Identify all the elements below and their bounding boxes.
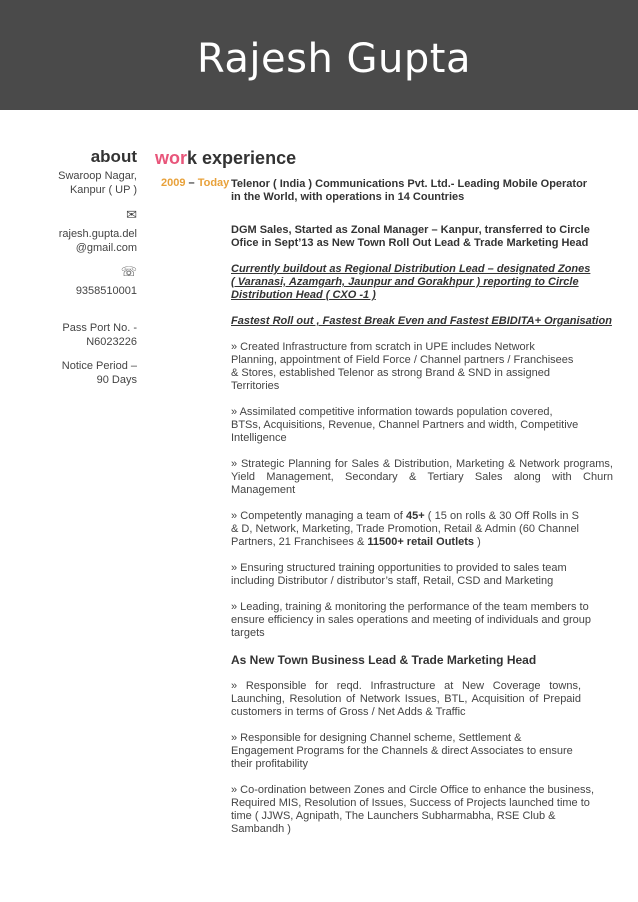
work-heading-accent: wor <box>155 148 188 168</box>
bullet-new-coverage: » Responsible for reqd. Infrastructure at New Coverage towns, Launching, Resolution of Network Issues, BTL, Acquisition of Prepaid customers in terms of Gross / Net Adds & Traffic <box>231 680 581 718</box>
company-line-1: Telenor ( India ) Communications Pvt. Ltd.- Leading Mobile Operator <box>231 178 588 190</box>
bullet-strategic-planning: » Strategic Planning for Sales & Distribution, Marketing & Network programs, Yield Management, Secondary & Tertiary Sales along with Churn Management <box>231 458 613 496</box>
email-line-1: rajesh.gupta.del <box>58 228 137 240</box>
company-line-2: in the World, with operations in 14 Countries <box>231 191 465 203</box>
retail-outlets: 11500+ retail Outlets <box>367 536 475 548</box>
role-line-2: Ofice in Sept’13 as New Town Roll Out Lead & Trade Marketing Head <box>231 237 589 249</box>
phone-number: 9358510001 <box>75 285 137 297</box>
address-line-2: Kanpur ( UP ) <box>69 184 137 196</box>
envelope-icon: ✉ <box>126 207 137 222</box>
current-line-1: Currently buildout as Regional Distribution Lead – designated Zones <box>231 263 591 275</box>
notice-line-1: Notice Period – <box>61 360 137 372</box>
current-line-2: ( Varanasi, Azamgarh, Jaunpur and Gorakhpur ) reporting to Circle <box>231 276 579 288</box>
job-dates <box>161 177 229 190</box>
team-text-3: ) <box>474 536 481 548</box>
section-new-town-title: As New Town Business Lead & Trade Marketing Head <box>231 653 537 667</box>
notice-line-2: 90 Days <box>96 374 137 386</box>
passport-line-1: Pass Port No. - <box>62 322 137 334</box>
bullet-competitive-info: » Assimilated competitive information towards population covered, BTSs, Acquisitions, Revenue, Channel Partners and width, Competitive Intelligence <box>231 406 579 444</box>
header-band <box>0 0 638 110</box>
date-start: 2009 <box>161 177 186 189</box>
telephone-icon: ☏ <box>120 264 137 279</box>
work-heading <box>155 147 617 169</box>
current-line-3: Distribution Head ( CXO -1 ) <box>231 289 376 301</box>
date-dash: – <box>185 177 198 189</box>
company-line <box>231 178 623 204</box>
team-text-2: ( 15 on rolls & 30 Off Rolls in S & D, Network, Marketing, Trade Promotion, Retail & Admin (60 Channel Partners, 21 Franchisees & <box>231 510 580 548</box>
work-heading-rest: k experience <box>187 148 297 168</box>
role-line-1: DGM Sales, Started as Zonal Manager – Kanpur, transferred to Circle <box>231 224 590 236</box>
passport-line-2: N6023226 <box>86 336 137 348</box>
job-content <box>231 178 623 849</box>
email-line-2: @gmail.com <box>75 242 137 254</box>
candidate-name: Rajesh Gupta <box>197 36 471 82</box>
bullet-training: » Ensuring structured training opportunities to provided to sales team including Distributor / distributor’s staff, Retail, CSD and Marketing <box>231 562 567 587</box>
bullet-infrastructure: » Created Infrastructure from scratch in UPE includes Network Planning, appointment of Field Force / Channel partners / Franchisees & Stores, established Telenor as strong Brand & SND in assigned Territories <box>231 341 574 392</box>
bullet-coordination: » Co-ordination between Zones and Circle Office to enhance the business, Required MIS, Resolution of Issues, Success of Projects launched time to time ( JJWS, Agnipath, The Launchers Subharmabha, RSE Club & Sambandh ) <box>231 784 595 835</box>
bullet-team-management <box>231 510 579 549</box>
fastest-line: Fastest Roll out , Fastest Break Even and Fastest EBIDITA+ Organisation <box>231 315 612 327</box>
date-end: Today <box>197 177 230 189</box>
team-size: 45+ <box>405 510 425 522</box>
sidebar <box>40 147 137 387</box>
bullet-channel-scheme: » Responsible for designing Channel scheme, Settlement & Engagement Programs for the Channels & direct Associates to ensure their profitability <box>231 732 573 770</box>
about-heading: about <box>90 147 137 166</box>
team-text-1: » Competently managing a team of <box>231 510 406 522</box>
current-role <box>231 263 623 302</box>
bullet-leading: » Leading, training & monitoring the performance of the team members to ensure efficiency in sales operations and meeting of individuals and group targets <box>231 601 591 639</box>
address-line-1: Swaroop Nagar, <box>58 170 137 182</box>
role-description <box>231 224 623 250</box>
